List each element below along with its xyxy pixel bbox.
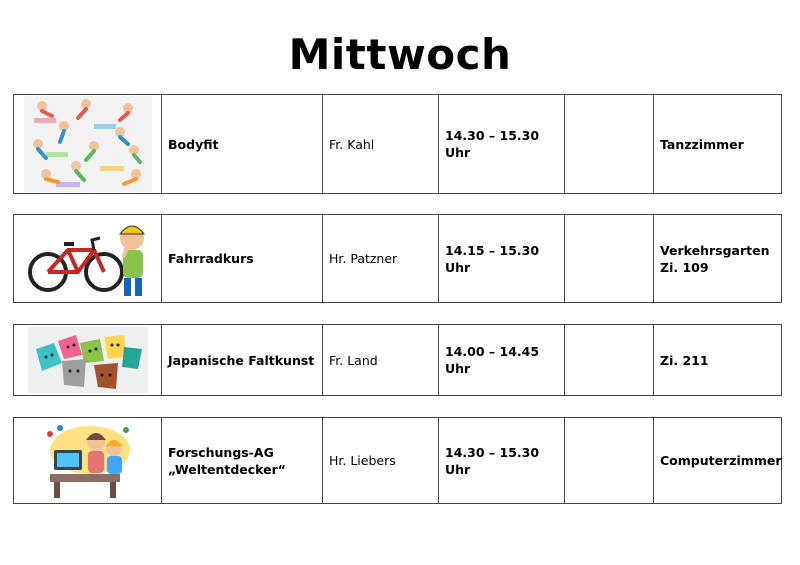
kids-computer-icon [14,418,162,504]
room-line1: Computerzimmer [660,453,782,468]
course-name: Fahrradkurs [162,215,323,303]
course-name-line2: „Weltentdecker“ [168,461,287,477]
course-extra [565,95,654,194]
course-teacher: Fr. Kahl [323,95,439,194]
course-extra [565,325,654,396]
course-time: 14.30 – 15.30 Uhr [439,418,565,504]
course-name: Japanische Faltkunst [162,325,323,396]
course-teacher: Hr. Patzner [323,215,439,303]
course-row-fahrradkurs [13,214,782,303]
course-extra [565,418,654,504]
course-row-bodyfit [13,94,782,194]
course-name-line1: Forschungs-AG [168,444,274,460]
page-title: Mittwoch [288,30,512,79]
course-time: 14.00 – 14.45 Uhr [439,325,565,396]
bicycle-kid-icon [14,215,162,303]
room-line1: Verkehrsgarten [660,242,770,258]
course-time: 14.30 – 15.30 Uhr [439,95,565,194]
course-name [162,418,323,504]
course-teacher: Fr. Land [323,325,439,396]
course-room [654,95,782,194]
origami-icon [14,325,162,396]
room-line1: Zi. 211 [660,352,709,368]
course-row-faltkunst [13,324,782,396]
room-line2: Zi. 109 [660,259,709,275]
course-room [654,215,782,303]
course-row-forschungs-ag [13,417,782,504]
course-teacher: Hr. Liebers [323,418,439,504]
room-line1: Tanzzimmer [660,136,744,152]
course-extra [565,215,654,303]
course-name: Bodyfit [162,95,323,194]
course-room [654,418,782,504]
course-time: 14.15 – 15.30 Uhr [439,215,565,303]
kids-yoga-icon [14,95,162,194]
course-room [654,325,782,396]
